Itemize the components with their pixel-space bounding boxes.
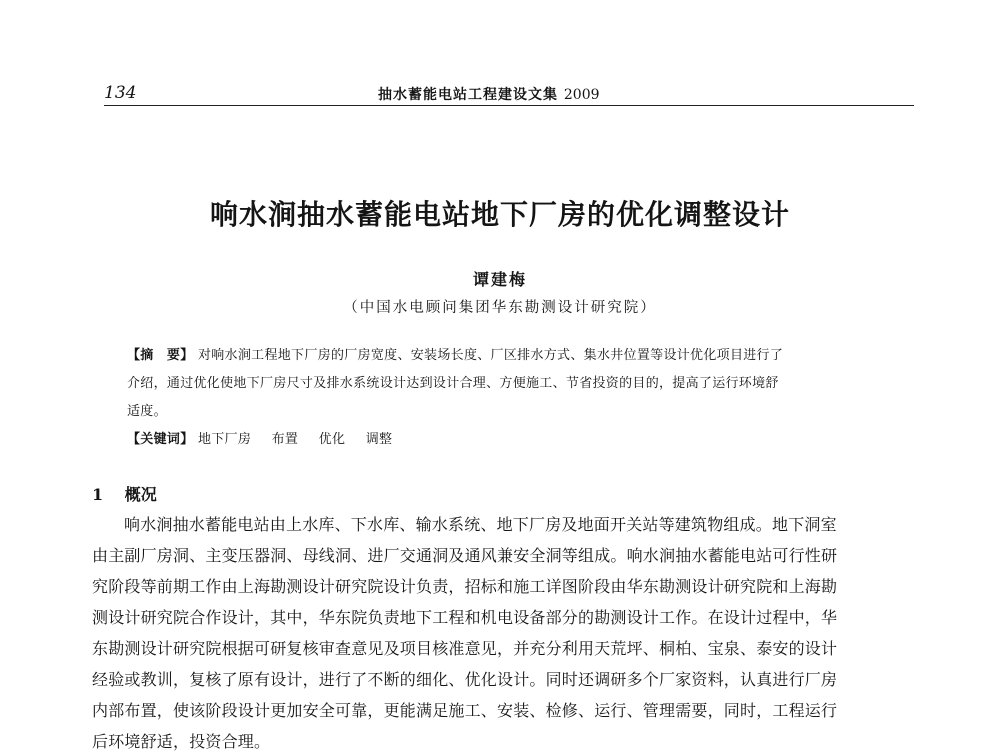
section-number: 1 [92,485,104,504]
body-line: 内部布置，使该阶段设计更加安全可靠，更能满足施工、安装、检修、运行、管理需要，同时，工程运行 [92,701,838,720]
body-line: 东勘测设计研究院根据可研复核审查意见及项目核准意见，并充分利用天荒坪、桐柏、宝泉、泰安的设计 [92,639,838,658]
journal-year: 2009 [563,87,600,103]
abstract-line: 适度。 [127,404,167,419]
abstract-label: 【摘 要】 [127,348,194,363]
section-title: 概况 [124,485,157,504]
article-title: 响水涧抽水蓄能电站地下厂房的优化调整设计 [209,198,790,231]
body-line: 后环境舒适，投资合理。 [92,732,271,751]
body-line: 测设计研究院合作设计，其中，华东院负责地下工程和机电设备部分的勘测设计工作。在设计过程中，华 [92,608,838,627]
body-line: 经验或教训，复核了原有设计，进行了不断的细化、优化设计。同时还调研多个厂家资料，认真进行厂房 [92,670,838,689]
keywords-line [127,430,408,450]
keyword: 优化 [318,432,346,447]
abstract-line [127,346,783,366]
body-line: 响水涧抽水蓄能电站由上水库、下水库、输水系统、地下厂房及地面开关站等建筑物组成。地下洞室 [124,515,837,534]
keyword: 调整 [365,432,393,447]
page-number: 134 [104,83,137,103]
article-author: 谭建梅 [472,270,527,289]
header-rule [104,105,914,106]
keywords-label: 【关键词】 [127,432,194,447]
keyword: 布置 [271,432,299,447]
journal-title: 抽水蓄能电站工程建设文集 [378,87,558,103]
section-heading [92,482,157,505]
abstract-line: 介绍，通过优化使地下厂房尺寸及排水系统设计达到设计合理、方便施工、节省投资的目的，提高了运行环境舒 [127,376,779,391]
running-header [378,84,600,104]
article-affiliation: （中国水电顾问集团华东勘测设计研究院） [343,300,657,316]
abstract-text: 对响水涧工程地下厂房的厂房宽度、安装场长度、厂区排水方式、集水井位置等设计优化项目进行了 [197,348,784,363]
keyword: 地下厂房 [197,432,252,447]
body-line: 究阶段等前期工作由上海勘测设计研究院设计负责，招标和施工详图阶段由华东勘测设计研究院和上海勘 [92,577,838,596]
body-line: 由主副厂房洞、主变压器洞、母线洞、进厂交通洞及通风兼安全洞等组成。响水涧抽水蓄能电站可行性研 [92,546,838,565]
